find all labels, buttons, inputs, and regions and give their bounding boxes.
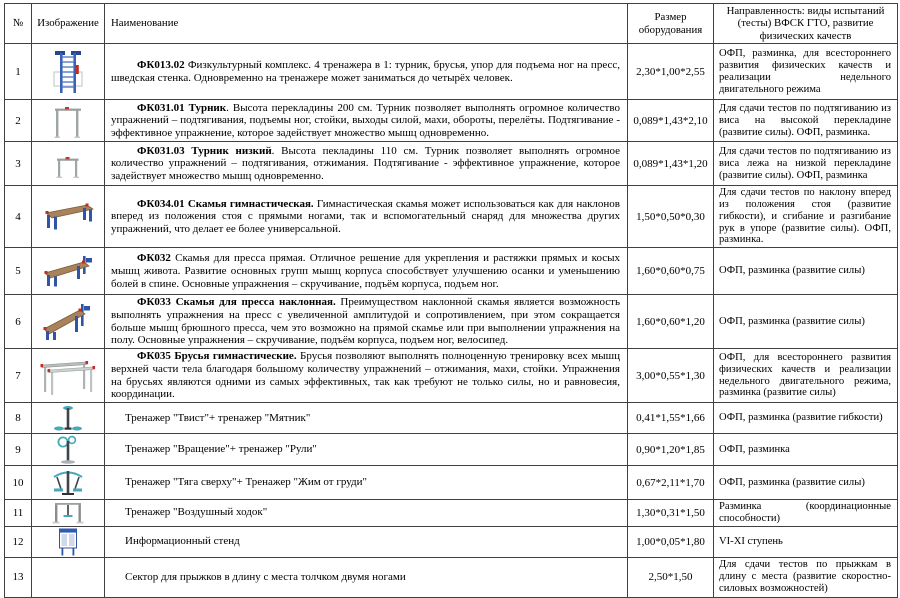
equipment-size: 1,60*0,60*1,20 xyxy=(628,295,714,349)
row-number: 6 xyxy=(5,295,32,349)
equipment-size: 1,60*0,60*0,75 xyxy=(628,248,714,295)
item-description: . Высота перекладины 200 см. Турник позволяет выполнять огромное количество упражнений – подтягивания, подъемы ног, стойки, выходы силой, махи, обороты, перелёты. Подтягивание - эффективное упражнение, которое задействует множество мышц одновременно. xyxy=(111,101,620,140)
item-code: ФК032 xyxy=(137,252,171,265)
low-horizontal-bar-icon xyxy=(49,154,87,171)
direction-text: ОФП, разминка (развитие силы) xyxy=(714,248,898,295)
table-row xyxy=(5,100,898,142)
direction-text: ОФП, разминка (развитие силы) xyxy=(714,295,898,349)
air-walker-trainer-icon xyxy=(50,503,86,520)
row-number: 2 xyxy=(5,100,32,142)
table-row xyxy=(5,526,898,557)
row-number: 8 xyxy=(5,403,32,434)
direction-text: Разминка (координационные способности) xyxy=(714,500,898,527)
direction-text: ОФП, разминка (развитие гибкости) xyxy=(714,403,898,434)
table-header-row xyxy=(5,4,898,44)
direction-text: ОФП, разминка (развитие силы) xyxy=(714,466,898,500)
equipment-size: 2,50*1,50 xyxy=(628,557,714,597)
item-code: ФК034.01 Скамья гимнастическая. xyxy=(137,197,314,210)
item-description: . Высота пекладины 110 см. Турник позволяет выполнять огромное количество упражнений – подтягивания, отжимания. Подтягивание - эффективное упражнение, которое задействует множество мышц одновременно. xyxy=(111,144,620,183)
row-number: 1 xyxy=(5,44,32,100)
information-stand-icon xyxy=(56,532,80,549)
direction-text: Для сдачи тестов по прыжкам в длину с места (развитие скоростно-силовых возможностей) xyxy=(714,557,898,597)
item-code: ФК031.01 Турник xyxy=(137,101,227,114)
row-number: 5 xyxy=(5,248,32,295)
direction-text: VI-XI ступень xyxy=(714,526,898,557)
item-description: Тренажер "Тяга сверху"+ Тренажер "Жим от груди" xyxy=(125,476,367,489)
equipment-size: 0,90*1,20*1,85 xyxy=(628,434,714,466)
table-row xyxy=(5,434,898,466)
wall-bars-icon xyxy=(51,62,85,79)
table-row xyxy=(5,248,898,295)
item-description: Физкультурный комплекс. 4 тренажера в 1: турник, брусья, упор для подъема ног на пресс, шведская стенка. Одновременно на тренажере может заниматься до четырёх человек. xyxy=(111,59,620,84)
table-row xyxy=(5,142,898,186)
direction-text: ОФП, разминка xyxy=(714,434,898,466)
row-number: 11 xyxy=(5,500,32,527)
equipment-size: 0,67*2,11*1,70 xyxy=(628,466,714,500)
equipment-size: 2,30*1,00*2,55 xyxy=(628,44,714,100)
gymnastic-bench-icon xyxy=(39,207,97,224)
equipment-size: 3,00*0,55*1,30 xyxy=(628,349,714,403)
header-image: Изображение xyxy=(32,4,105,44)
twist-pendulum-trainer-icon xyxy=(52,409,84,426)
row-number: 10 xyxy=(5,466,32,500)
equipment-size: 1,30*0,31*1,50 xyxy=(628,500,714,527)
table-row xyxy=(5,44,898,100)
row-number: 4 xyxy=(5,186,32,248)
item-description: Брусья позволяют выполнять полноценную тренировку всех мышц верхней части тела благодаря большому количеству упражнений – отжимания, махи, стойки. Упражнения на брусьях являются одними из самых эффективных, так как требуют не только силы, но и равновесия, координации. xyxy=(111,350,620,401)
header-size: Размер оборудования xyxy=(628,4,714,44)
row-number: 9 xyxy=(5,434,32,466)
item-description: Тренажер "Твист"+ тренажер "Мятник" xyxy=(125,411,311,424)
table-row xyxy=(5,186,898,248)
table-row xyxy=(5,500,898,527)
direction-text: Для сдачи тестов по подтягиванию из виса на высокой перекладине (развитие силы). ОФП, разминка. xyxy=(714,100,898,142)
item-description: Преимуществом наклонной скамья является возможность выполнять упражнения на пресс с увеличенной амплитудой и сопротивлением, при этом сокращается больше мышц брюшного пресса, чем это возможно на прямой скамье или при выполнении упражнения на полу. Основные упражнения – скручивание, подъём корпуса, подъем ног, велосипед. xyxy=(111,296,620,347)
table-row xyxy=(5,466,898,500)
item-description: Гимнастическая скамья может использоваться как для наклонов вперед из положения стоя с прямыми ногами, так и вспомогательный снаряд для множества других упражнений, что делает ее более универсальной. xyxy=(111,197,621,236)
incline-press-bench-icon xyxy=(39,312,97,329)
item-code: ФК035 Брусья гимнастические. xyxy=(137,350,297,363)
direction-text: ОФП, разминка, для всестороннего развития физических качеств и реализации недельного двигательного режима xyxy=(714,44,898,100)
equipment-size: 1,00*0,05*1,80 xyxy=(628,526,714,557)
item-description: Тренажер "Вращение"+ тренажер "Рули" xyxy=(125,443,317,456)
item-description: Сектор для прыжков в длину с места толчком двумя ногами xyxy=(125,570,406,583)
pulldown-chest-press-trainer-icon xyxy=(50,473,86,490)
parallel-bars-icon xyxy=(37,366,99,383)
row-number: 12 xyxy=(5,526,32,557)
table-row xyxy=(5,403,898,434)
row-number: 13 xyxy=(5,557,32,597)
row-number: 7 xyxy=(5,349,32,403)
item-description: Скамья для пресса прямая. Отличное решение для укрепления и растяжки прямых и косых мышц живота. Развитие основных групп мышц корпуса способствует улучшению осанки и уменьшению болей в спине. Основные упражнения – скручивание, подъём корпуса, подъем ног. xyxy=(111,252,620,290)
table-row xyxy=(5,557,898,597)
table-row xyxy=(5,349,898,403)
equipment-size: 1,50*0,50*0,30 xyxy=(628,186,714,248)
straight-press-bench-icon xyxy=(39,262,97,279)
equipment-size: 0,089*1,43*2,10 xyxy=(628,100,714,142)
item-description: Тренажер "Воздушный ходок" xyxy=(125,506,268,519)
header-direction: Направленность: виды испытаний (тесты) ВФСК ГТО, развитие физических качеств xyxy=(714,4,898,44)
item-code: ФК013.02 xyxy=(137,59,185,72)
table-row xyxy=(5,295,898,349)
direction-text: Для сдачи тестов по наклону вперед из положения стоя (развитие гибкости), и сгибание и разгибание рук в упоре (развитие силы). ОФП, разминка. xyxy=(714,186,898,248)
direction-text: Для сдачи тестов по подтягиванию из виса лежа на низкой перекладине (развитие силы). ОФП, разминка xyxy=(714,142,898,186)
rotation-steering-trainer-icon xyxy=(53,440,83,457)
item-description: Информационный стенд xyxy=(125,535,240,548)
row-number: 3 xyxy=(5,142,32,186)
direction-text: ОФП, для всестороннего развития физических качеств и реализации недельного двигательного режима, разминка (развитие силы) xyxy=(714,349,898,403)
equipment-table xyxy=(4,3,898,598)
equipment-size: 0,089*1,43*1,20 xyxy=(628,142,714,186)
equipment-size: 0,41*1,55*1,66 xyxy=(628,403,714,434)
empty-image-cell xyxy=(32,557,105,597)
item-code: ФК031.03 Турник низкий xyxy=(137,144,272,157)
header-name: Наименование xyxy=(105,4,628,44)
high-horizontal-bar-icon xyxy=(49,111,87,128)
item-code: ФК033 Скамья для пресса наклонная. xyxy=(137,296,336,309)
header-number: № xyxy=(5,4,32,44)
